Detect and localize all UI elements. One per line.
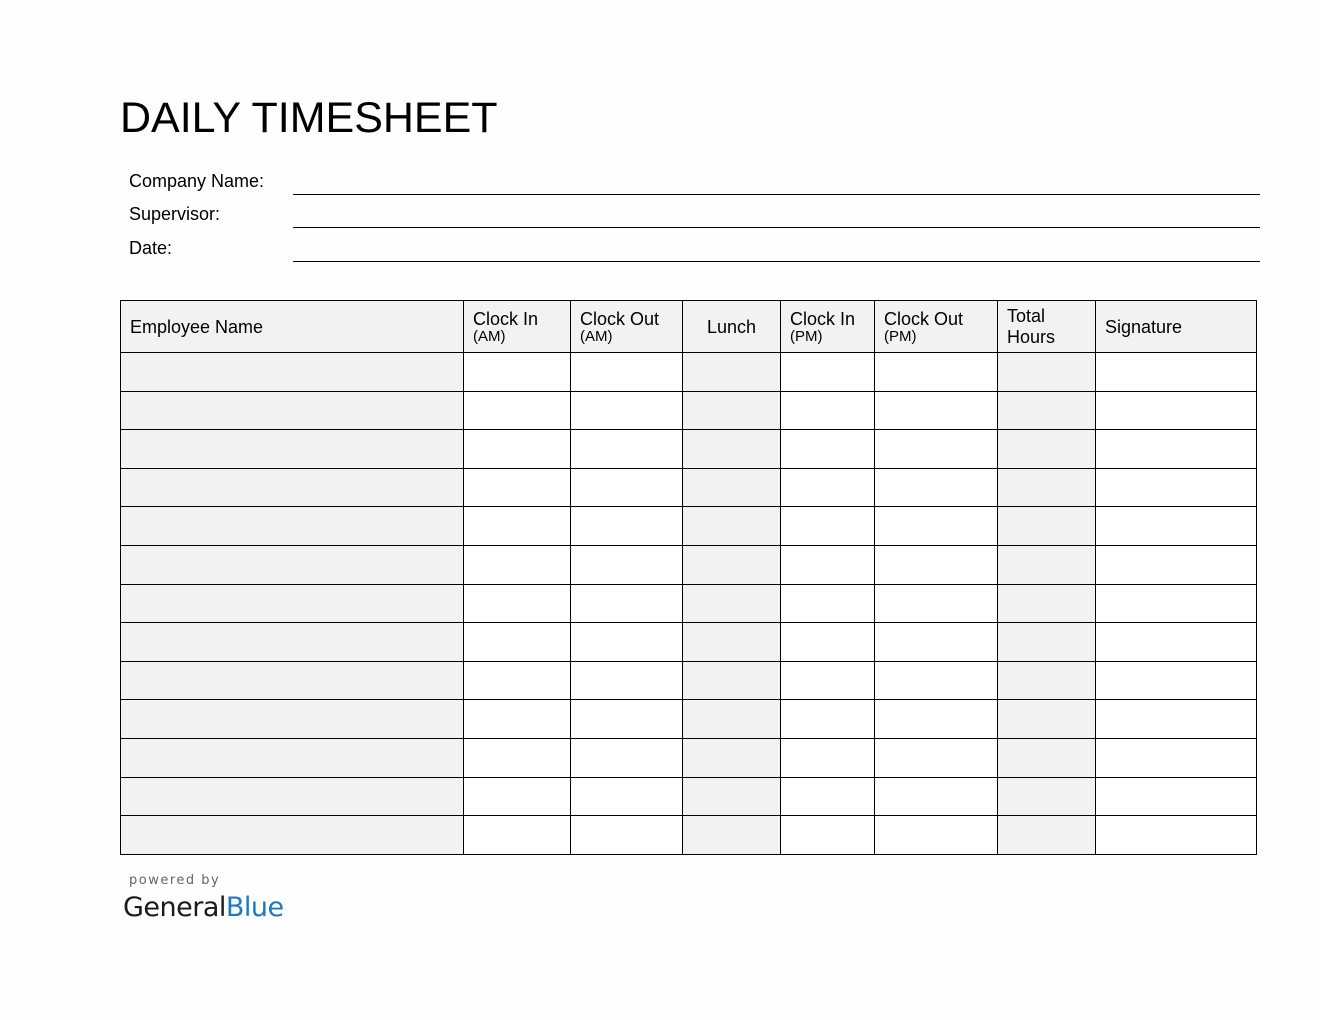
date-field — [129, 232, 1260, 262]
header-signature — [1096, 301, 1257, 353]
cell-clock-out-pm[interactable] — [875, 507, 998, 546]
cell-clock-out-pm[interactable] — [875, 816, 998, 855]
header-clock-out-pm — [875, 301, 998, 353]
cell-clock-in-am[interactable] — [464, 700, 571, 739]
cell-clock-in-am[interactable] — [464, 391, 571, 430]
cell-clock-out-pm[interactable] — [875, 545, 998, 584]
cell-signature[interactable] — [1096, 700, 1257, 739]
cell-lunch[interactable] — [683, 816, 781, 855]
company-name-field — [129, 165, 1260, 195]
cell-clock-in-am[interactable] — [464, 430, 571, 469]
cell-employee-name[interactable] — [121, 545, 464, 584]
cell-clock-in-pm[interactable] — [781, 353, 875, 392]
date-line[interactable] — [293, 261, 1260, 262]
cell-employee-name[interactable] — [121, 700, 464, 739]
cell-total-hours[interactable] — [998, 700, 1096, 739]
table-row — [121, 584, 1257, 623]
cell-employee-name[interactable] — [121, 777, 464, 816]
cell-clock-in-pm[interactable] — [781, 661, 875, 700]
cell-lunch[interactable] — [683, 545, 781, 584]
cell-total-hours[interactable] — [998, 584, 1096, 623]
cell-employee-name[interactable] — [121, 623, 464, 662]
cell-lunch[interactable] — [683, 353, 781, 392]
company-name-line[interactable] — [293, 194, 1260, 195]
cell-lunch[interactable] — [683, 468, 781, 507]
cell-signature[interactable] — [1096, 777, 1257, 816]
cell-clock-out-am[interactable] — [571, 430, 683, 469]
header-clock-out-pm-sublabel: (PM) — [884, 327, 917, 345]
cell-lunch[interactable] — [683, 391, 781, 430]
cell-clock-in-am[interactable] — [464, 468, 571, 507]
cell-clock-in-pm[interactable] — [781, 391, 875, 430]
cell-clock-out-pm[interactable] — [875, 738, 998, 777]
cell-signature[interactable] — [1096, 468, 1257, 507]
cell-clock-out-am[interactable] — [571, 507, 683, 546]
cell-signature[interactable] — [1096, 353, 1257, 392]
table-row — [121, 816, 1257, 855]
generalblue-logo[interactable] — [123, 890, 284, 926]
cell-total-hours[interactable] — [998, 777, 1096, 816]
header-clock-in-pm-sublabel: (PM) — [790, 327, 823, 345]
timesheet-body — [121, 353, 1257, 855]
supervisor-label: Supervisor: — [129, 204, 221, 224]
table-row — [121, 430, 1257, 469]
table-row — [121, 623, 1257, 662]
powered-by-text: powered by — [129, 873, 221, 888]
cell-employee-name[interactable] — [121, 507, 464, 546]
supervisor-line[interactable] — [293, 227, 1260, 228]
cell-clock-in-pm[interactable] — [781, 777, 875, 816]
logo-blue: Blue — [225, 892, 284, 923]
cell-total-hours[interactable] — [998, 661, 1096, 700]
table-row — [121, 545, 1257, 584]
cell-clock-out-pm[interactable] — [875, 700, 998, 739]
cell-clock-out-am[interactable] — [571, 777, 683, 816]
cell-clock-in-pm[interactable] — [781, 430, 875, 469]
cell-total-hours[interactable] — [998, 468, 1096, 507]
header-clock-in-pm-label: Clock In — [790, 308, 856, 329]
cell-employee-name[interactable] — [121, 353, 464, 392]
cell-clock-in-am[interactable] — [464, 777, 571, 816]
supervisor-field — [129, 198, 1260, 228]
cell-clock-in-pm[interactable] — [781, 545, 875, 584]
cell-lunch[interactable] — [683, 700, 781, 739]
table-row — [121, 468, 1257, 507]
cell-clock-out-am[interactable] — [571, 816, 683, 855]
header-clock-out-am-label: Clock Out — [580, 308, 660, 329]
cell-employee-name[interactable] — [121, 391, 464, 430]
cell-employee-name[interactable] — [121, 816, 464, 855]
cell-lunch[interactable] — [683, 777, 781, 816]
header-row — [121, 301, 1257, 353]
table-row — [121, 507, 1257, 546]
cell-clock-out-pm[interactable] — [875, 353, 998, 392]
cell-clock-out-pm[interactable] — [875, 661, 998, 700]
cell-employee-name[interactable] — [121, 661, 464, 700]
cell-clock-out-am[interactable] — [571, 391, 683, 430]
cell-clock-in-am[interactable] — [464, 353, 571, 392]
cell-clock-out-pm[interactable] — [875, 777, 998, 816]
cell-clock-out-pm[interactable] — [875, 430, 998, 469]
header-clock-in-pm — [781, 301, 875, 353]
cell-clock-out-am[interactable] — [571, 468, 683, 507]
header-clock-in-am — [464, 301, 571, 353]
cell-clock-in-am[interactable] — [464, 507, 571, 546]
cell-signature[interactable] — [1096, 623, 1257, 662]
cell-clock-out-pm[interactable] — [875, 468, 998, 507]
header-clock-in-am-label: Clock In — [473, 308, 539, 329]
cell-clock-in-am[interactable] — [464, 816, 571, 855]
header-employee-name — [121, 301, 464, 353]
cell-signature[interactable] — [1096, 661, 1257, 700]
cell-employee-name[interactable] — [121, 738, 464, 777]
cell-clock-out-am[interactable] — [571, 545, 683, 584]
header-lunch — [683, 301, 781, 353]
table-row — [121, 353, 1257, 392]
cell-clock-in-pm[interactable] — [781, 700, 875, 739]
cell-clock-in-am[interactable] — [464, 623, 571, 662]
cell-total-hours[interactable] — [998, 738, 1096, 777]
cell-clock-in-pm[interactable] — [781, 816, 875, 855]
cell-total-hours[interactable] — [998, 507, 1096, 546]
table-row — [121, 661, 1257, 700]
cell-clock-in-am[interactable] — [464, 661, 571, 700]
cell-clock-out-am[interactable] — [571, 353, 683, 392]
header-signature-label: Signature — [1105, 316, 1183, 337]
cell-clock-in-pm[interactable] — [781, 507, 875, 546]
cell-clock-in-pm[interactable] — [781, 623, 875, 662]
header-clock-out-am — [571, 301, 683, 353]
cell-clock-out-am[interactable] — [571, 738, 683, 777]
cell-clock-in-pm[interactable] — [781, 584, 875, 623]
cell-clock-in-pm[interactable] — [781, 468, 875, 507]
cell-total-hours[interactable] — [998, 545, 1096, 584]
cell-lunch[interactable] — [683, 430, 781, 469]
cell-total-hours[interactable] — [998, 353, 1096, 392]
cell-clock-out-am[interactable] — [571, 700, 683, 739]
cell-signature[interactable] — [1096, 507, 1257, 546]
date-label: Date: — [129, 238, 173, 258]
table-row — [121, 700, 1257, 739]
cell-employee-name[interactable] — [121, 468, 464, 507]
cell-employee-name[interactable] — [121, 584, 464, 623]
timesheet-table — [120, 300, 1257, 855]
cell-lunch[interactable] — [683, 661, 781, 700]
cell-signature[interactable] — [1096, 430, 1257, 469]
table-row — [121, 738, 1257, 777]
cell-total-hours[interactable] — [998, 430, 1096, 469]
cell-lunch[interactable] — [683, 738, 781, 777]
cell-clock-in-am[interactable] — [464, 584, 571, 623]
header-clock-in-am-sublabel: (AM) — [473, 327, 506, 345]
cell-lunch[interactable] — [683, 623, 781, 662]
cell-total-hours[interactable] — [998, 623, 1096, 662]
cell-lunch[interactable] — [683, 507, 781, 546]
header-clock-out-pm-label: Clock Out — [884, 308, 964, 329]
table-row — [121, 777, 1257, 816]
header-total-hours — [998, 301, 1096, 353]
cell-clock-out-am[interactable] — [571, 623, 683, 662]
page-title: DAILY TIMESHEET — [120, 94, 498, 142]
cell-clock-out-pm[interactable] — [875, 391, 998, 430]
logo-general: General — [123, 892, 226, 923]
cell-total-hours[interactable] — [998, 816, 1096, 855]
cell-clock-in-am[interactable] — [464, 545, 571, 584]
cell-clock-in-pm[interactable] — [781, 738, 875, 777]
cell-clock-out-pm[interactable] — [875, 623, 998, 662]
cell-employee-name[interactable] — [121, 430, 464, 469]
header-total-hours-sublabel: Hours — [1007, 326, 1056, 347]
header-lunch-label: Lunch — [706, 316, 757, 337]
table-row — [121, 391, 1257, 430]
company-name-label: Company Name: — [129, 171, 265, 191]
cell-total-hours[interactable] — [998, 391, 1096, 430]
header-clock-out-am-sublabel: (AM) — [580, 327, 613, 345]
cell-signature[interactable] — [1096, 391, 1257, 430]
cell-clock-out-am[interactable] — [571, 661, 683, 700]
cell-clock-in-am[interactable] — [464, 738, 571, 777]
header-employee-name-label: Employee Name — [130, 316, 264, 337]
cell-lunch[interactable] — [683, 584, 781, 623]
cell-signature[interactable] — [1096, 545, 1257, 584]
header-total-hours-label: Total — [1007, 305, 1046, 326]
cell-signature[interactable] — [1096, 584, 1257, 623]
cell-signature[interactable] — [1096, 816, 1257, 855]
cell-clock-out-am[interactable] — [571, 584, 683, 623]
cell-clock-out-pm[interactable] — [875, 584, 998, 623]
cell-signature[interactable] — [1096, 738, 1257, 777]
